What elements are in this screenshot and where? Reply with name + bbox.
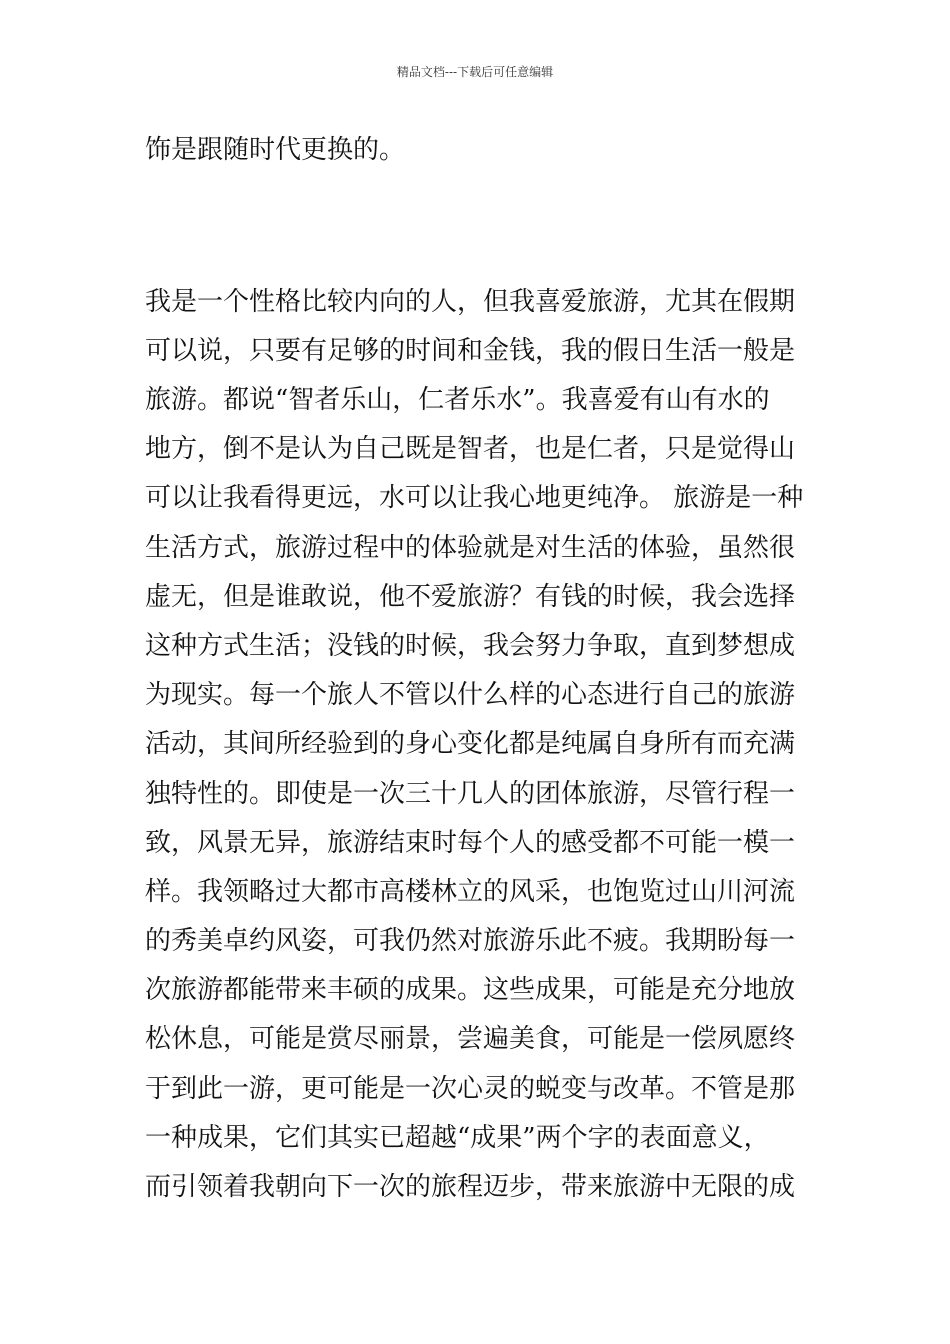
document-header: 精品文档---下载后可任意编辑	[396, 65, 554, 79]
text-line: 地方，倒不是认为自己既是智者，也是仁者，只是觉得山	[145, 434, 796, 464]
text-line: 样。我领略过大都市高楼林立的风采，也饱览过山川河流	[145, 877, 796, 907]
text-line: 活动，其间所经验到的身心变化都是纯属自身所有而充满	[145, 729, 796, 759]
text-line: 次旅游都能带来丰硕的成果。这些成果，可能是充分地放	[145, 975, 796, 1005]
text-line: 饰是跟随时代更换的。	[145, 135, 406, 165]
text-line: 而引领着我朝向下一次的旅程迈步，带来旅游中无限的成	[145, 1172, 796, 1202]
text-line: 为现实。每一个旅人不管以什么样的心态进行自己的旅游	[145, 680, 796, 710]
text-line: 这种方式生活；没钱的时候，我会努力争取，直到梦想成	[145, 631, 796, 661]
text-line: 松休息，可能是赏尽丽景，尝遍美食，可能是一偿夙愿终	[145, 1024, 796, 1054]
text-line: 虚无，但是谁敢说，他不爱旅游？有钱的时候，我会选择	[145, 582, 796, 612]
text-line: 旅游。都说“智者乐山，仁者乐水”。我喜爱有山有水的	[145, 385, 770, 415]
text-line: 的秀美卓约风姿，可我仍然对旅游乐此不疲。我期盼每一	[145, 926, 796, 956]
text-line: 致，风景无异，旅游结束时每个人的感受都不可能一模一	[145, 828, 796, 858]
text-line: 生活方式，旅游过程中的体验就是对生活的体验，虽然很	[145, 533, 796, 563]
text-line: 独特性的。即使是一次三十几人的团体旅游，尽管行程一	[145, 779, 796, 809]
text-line: 一种成果，它们其实已超越“成果”两个字的表面意义，	[145, 1123, 770, 1153]
text-line: 我是一个性格比较内向的人，但我喜爱旅游，尤其在假期	[145, 287, 796, 317]
text-line: 于到此一游，更可能是一次心灵的蜕变与改革。不管是那	[145, 1074, 796, 1104]
text-line: 可以说，只要有足够的时间和金钱，我的假日生活一般是	[145, 336, 796, 366]
text-line: 可以让我看得更远，水可以让我心地更纯净。 旅游是一种	[145, 483, 804, 513]
